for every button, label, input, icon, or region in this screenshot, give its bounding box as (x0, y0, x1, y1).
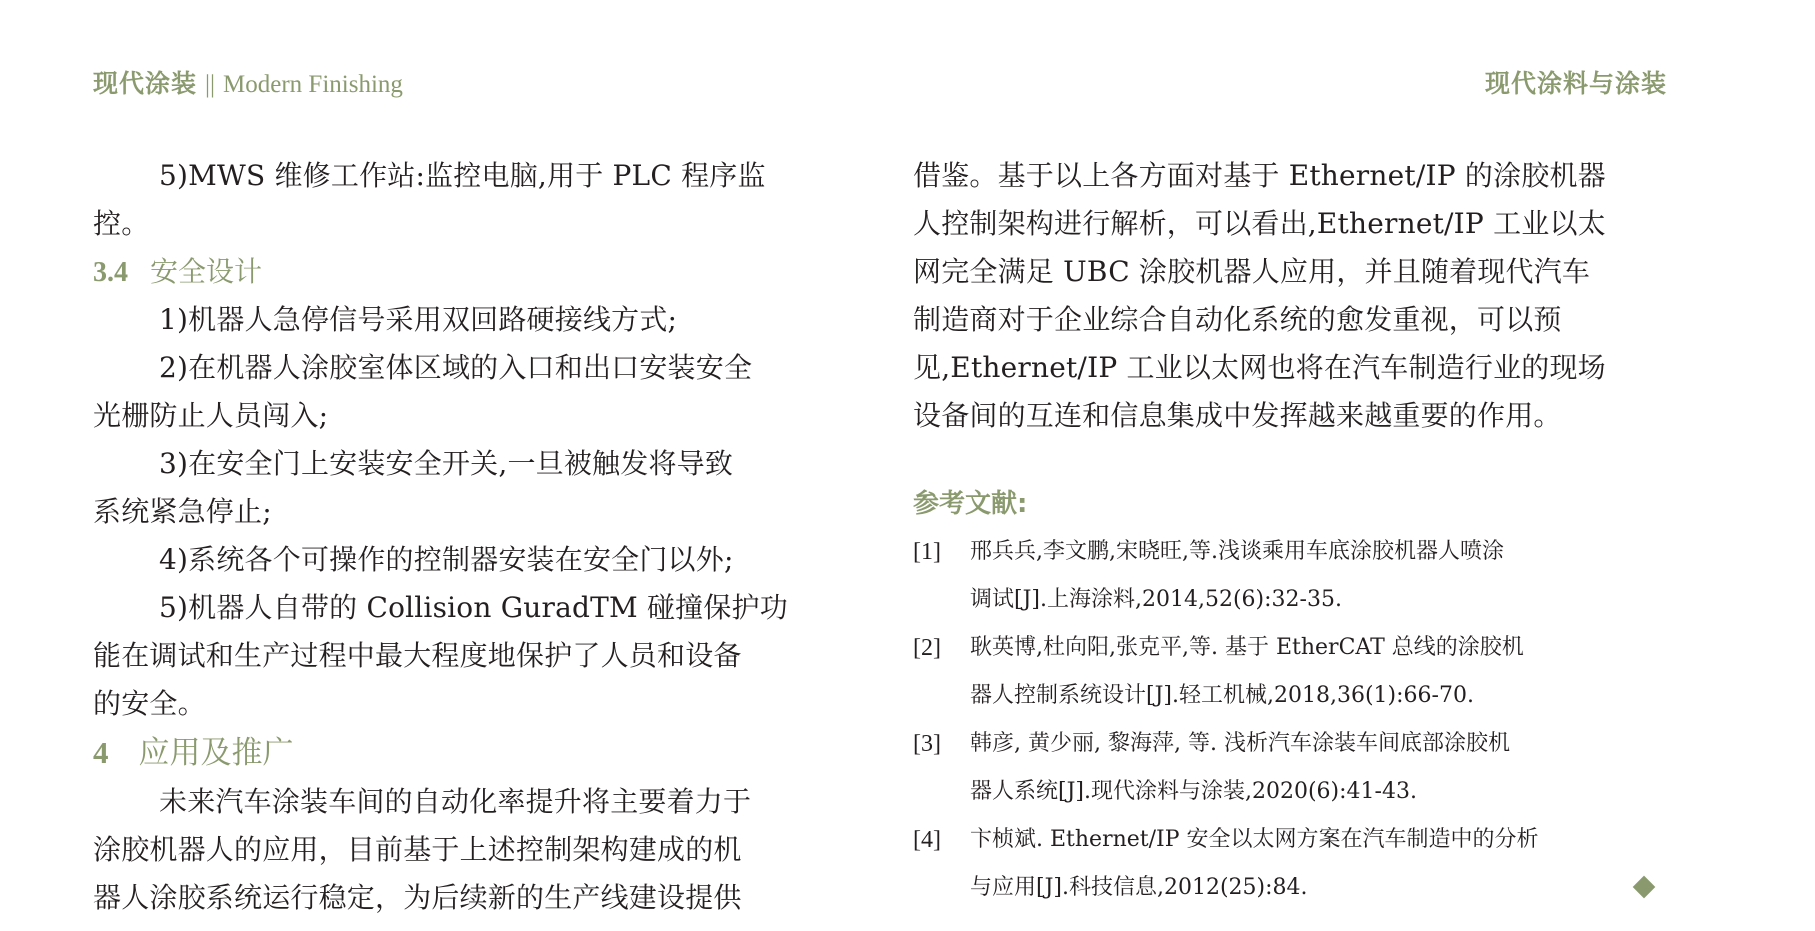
list-item-continued: 系统紧急停止; (93, 495, 272, 528)
reference-item (913, 624, 1665, 720)
right-column (913, 152, 1665, 912)
reference-number: [3] (913, 731, 941, 757)
body-line: 控。 (93, 207, 150, 240)
body-line: 人控制架构进行解析，可以看出,Ethernet/IP 工业以太 (913, 207, 1606, 240)
section-title: 安全设计 (150, 255, 263, 288)
section-heading-3-4 (93, 248, 845, 296)
reference-text: 器人控制系统设计[J].轻工机械,2018,36(1):66-70. (970, 683, 1474, 708)
reference-number: [1] (913, 539, 941, 565)
body-line: 涂胶机器人的应用，目前基于上述控制架构建成的机 (93, 833, 742, 866)
body-line: 设备间的互连和信息集成中发挥越来越重要的作用。 (913, 399, 1562, 432)
body-line: 借鉴。基于以上各方面对基于 Ethernet/IP 的涂胶机器 (913, 159, 1606, 192)
section-number: 4 (93, 735, 109, 770)
section-heading-4 (93, 728, 845, 778)
reference-text: 韩彦, 黄少丽, 黎海萍, 等. 浅析汽车涂装车间底部涂胶机 (970, 731, 1510, 756)
list-item: 5)机器人自带的 Collision GuradTM 碰撞保护功 (159, 591, 788, 624)
body-line: 5)MWS 维修工作站:监控电脑,用于 PLC 程序监 (159, 159, 766, 192)
reference-text: 调试[J].上海涂料,2014,52(6):32-35. (970, 587, 1342, 612)
reference-text: 邢兵兵,李文鹏,宋晓旺,等.浅谈乘用车底涂胶机器人喷涂 (970, 539, 1504, 564)
body-line: 器人涂胶系统运行稳定，为后续新的生产线建设提供 (93, 881, 742, 914)
reference-text: 器人系统[J].现代涂料与涂装,2020(6):41-43. (970, 779, 1417, 804)
list-item: 4)系统各个可操作的控制器安装在安全门以外; (159, 543, 734, 576)
body-line: 制造商对于企业综合自动化系统的愈发重视，可以预 (913, 303, 1562, 336)
list-item-continued: 的安全。 (93, 687, 206, 720)
section-number: 3.4 (93, 257, 128, 288)
journal-name-en: Modern Finishing (223, 71, 403, 98)
body-line: 未来汽车涂装车间的自动化率提升将主要着力于 (159, 785, 752, 818)
list-item-continued: 光栅防止人员闯入; (93, 399, 329, 432)
left-column (93, 152, 845, 922)
journal-header (93, 64, 403, 100)
list-item: 1)机器人急停信号采用双回路硬接线方式; (159, 303, 678, 336)
reference-item (913, 720, 1665, 816)
section-header: 现代涂料与涂装 (1484, 69, 1667, 98)
header-separator: || (205, 71, 216, 98)
reference-item (913, 528, 1665, 624)
list-item-continued: 能在调试和生产过程中最大程度地保护了人员和设备 (93, 639, 742, 672)
reference-number: [2] (913, 635, 941, 661)
journal-name-cn: 现代涂装 (93, 69, 198, 98)
reference-text: 与应用[J].科技信息,2012(25):84. (970, 875, 1308, 900)
body-line: 见,Ethernet/IP 工业以太网也将在汽车制造行业的现场 (913, 351, 1606, 384)
list-item: 3)在安全门上安装安全开关,一旦被触发将导致 (159, 447, 734, 480)
body-line: 网完全满足 UBC 涂胶机器人应用，并且随着现代汽车 (913, 255, 1591, 288)
reference-text: 卞桢斌. Ethernet/IP 安全以太网方案在汽车制造中的分析 (970, 827, 1539, 852)
references-heading: 参考文献: (913, 489, 1028, 519)
section-title: 应用及推广 (138, 735, 294, 771)
reference-text: 耿英博,杜向阳,张克平,等. 基于 EtherCAT 总线的涂胶机 (970, 635, 1524, 660)
reference-item (913, 816, 1665, 912)
list-item: 2)在机器人涂胶室体区域的入口和出口安装安全 (159, 351, 753, 384)
reference-number: [4] (913, 827, 941, 853)
